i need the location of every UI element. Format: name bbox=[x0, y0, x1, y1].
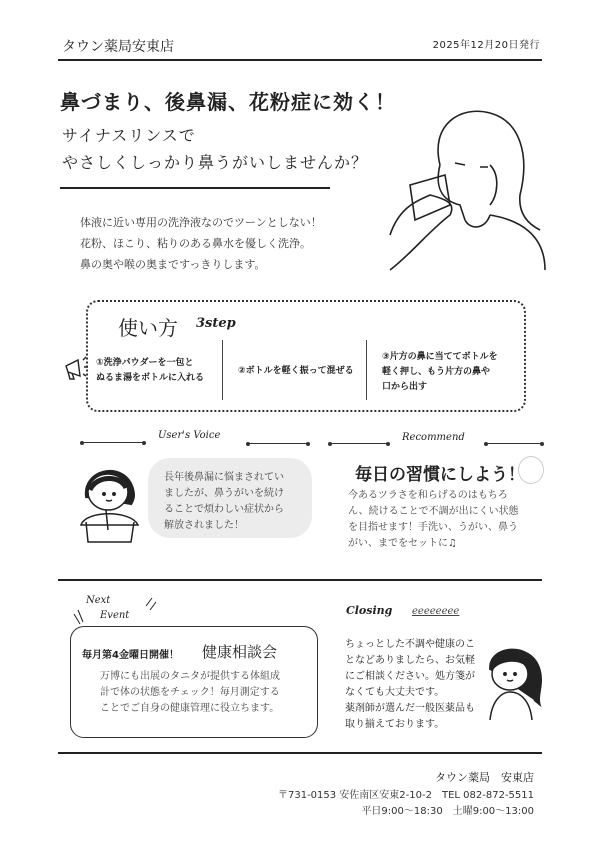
body-line: 鼻の奥や喉の奥まですっきりします。 bbox=[80, 258, 266, 271]
testimonial-bubble: 長年後鼻漏に悩まされてい ましたが、鼻うがいを続け ることで煩わしい症状から 解放されました！ bbox=[148, 458, 312, 538]
subtitle-line1: サイナスリンスで bbox=[62, 126, 196, 145]
step-1: ①洗浄パウダーを一包と ぬるま湯をボトルに入れる bbox=[96, 358, 205, 383]
howto-tag: 3step bbox=[196, 316, 236, 331]
section-divider bbox=[58, 579, 542, 581]
event-body: 万博にも出展のタニタが提供する体組成 計で体の状態をチェック！毎月測定する ことでご自身の健康管理に役立ちます。 bbox=[100, 671, 280, 714]
footer-hours: 平日9:00〜18:30 土曜9:00〜13:00 bbox=[361, 806, 534, 817]
store-name: タウン薬局安東店 bbox=[62, 39, 174, 55]
body-line: 花粉、ほこり、粘りのある鼻水を優しく洗浄。 bbox=[80, 237, 311, 250]
closing-heading: Closing bbox=[346, 604, 393, 617]
sparkle-lines-icon bbox=[72, 596, 162, 626]
swirl-decoration-icon bbox=[518, 456, 544, 484]
closing-deco: eeeeeeee bbox=[412, 606, 460, 617]
event-heading-event: Event bbox=[100, 610, 130, 621]
recommend-body: 今あるツラさを和らげるのはもちろ ん、続けることで不調が出にくい状態 を目指せます！手洗い、うがい、鼻う がい、までをセットに♫ bbox=[348, 490, 519, 549]
footer-divider bbox=[58, 752, 542, 754]
divider bbox=[82, 442, 144, 443]
header-divider bbox=[58, 59, 542, 61]
divider bbox=[486, 443, 542, 444]
hero-body bbox=[80, 212, 322, 275]
megaphone-icon bbox=[60, 354, 90, 384]
footer-store-name: タウン薬局 安東店 bbox=[435, 771, 534, 784]
woman-drinking-illustration bbox=[370, 105, 550, 275]
recommend-heading: Recommend bbox=[402, 432, 465, 443]
issue-date: 2025年12月20日発行 bbox=[432, 40, 540, 51]
recommend-title: 毎日の習慣にしよう！ bbox=[355, 465, 525, 485]
divider bbox=[330, 443, 388, 444]
woman-illustration bbox=[482, 640, 544, 720]
event-title: 健康相談会 bbox=[202, 643, 278, 661]
closing-body: ちょっとした不調や健康のこ となどありましたら、お気軽 にご相談ください。処方箋が なくても大丈夫です。 薬剤師が選んだ一般医薬品も 取り揃えております。 bbox=[345, 639, 475, 730]
girl-writing-illustration bbox=[76, 460, 146, 545]
footer-address: 〒731-0153 安佐南区安東2-10-2 TEL 082-872-5511 bbox=[277, 790, 534, 801]
subtitle-line2: やさしくしっかり鼻うがいしませんか？ bbox=[62, 153, 369, 172]
step-divider bbox=[366, 340, 367, 400]
voice-heading: User's Voice bbox=[158, 430, 221, 441]
event-heading-next: Next bbox=[86, 595, 111, 606]
headline: 鼻づまり、後鼻漏、花粉症に効く！ bbox=[60, 90, 396, 114]
body-line: 体液に近い専用の洗浄液なのでツーンとしない！ bbox=[80, 216, 322, 229]
howto-title: 使い方 bbox=[118, 316, 178, 340]
event-date: 毎月第4金曜日開催！ bbox=[82, 650, 179, 661]
divider bbox=[248, 443, 308, 444]
step-divider bbox=[222, 340, 223, 400]
subtitle-underline bbox=[60, 187, 330, 189]
step-2: ②ボトルを軽く振って混ぜる bbox=[238, 366, 354, 376]
step-3: ③片方の鼻に当ててボトルを 軽く押し、もう片方の鼻や 口から出す bbox=[382, 352, 498, 392]
